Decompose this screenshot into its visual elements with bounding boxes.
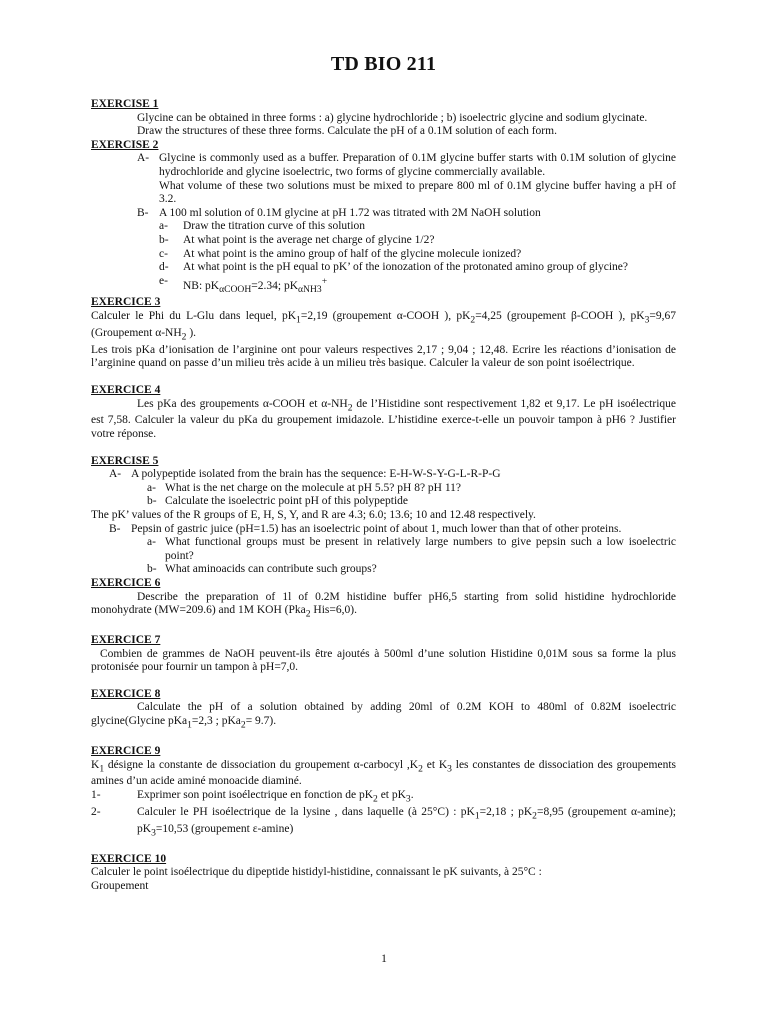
text-run: Calculer le PH isoélectrique de la lysine , dans laquelle (à 25°C) : pK — [137, 805, 475, 818]
exercise-4-text — [91, 398, 676, 442]
text-run: les constantes de dissociation des groupements amines d’un acide aminé monoacide diaminé. — [91, 758, 677, 788]
exercise-3 — [91, 296, 676, 371]
exercise-9-title: EXERCICE 9 — [91, 744, 161, 757]
page-number: 1 — [381, 953, 387, 965]
exercise-7 — [91, 634, 676, 675]
superscript: + — [321, 275, 328, 287]
subscript: 2 — [418, 762, 423, 774]
exercise-5 — [91, 455, 676, 577]
subscript: 2 — [532, 810, 537, 822]
subscript: 2 — [305, 608, 311, 620]
item-text: Calculate the isoelectric point pH of this polypeptide — [165, 495, 409, 508]
part-text: Glycine is commonly used as a buffer. Preparation of 0.1M glycine buffer starts with 0.1M solution of glycine hydrochloride and glycine isoelectric, two forms of glycine commercially available. — [159, 152, 676, 178]
nb-text: =2.34; pK — [251, 279, 299, 292]
spacer — [91, 371, 676, 384]
spacer — [91, 675, 676, 688]
list-item — [91, 248, 676, 262]
exercise-6-text — [91, 591, 676, 621]
text-run: =4,25 (groupement β-COOH ), pK — [475, 310, 645, 323]
list-item — [91, 536, 676, 563]
text-run: et K — [422, 758, 448, 771]
subscript: 2 — [181, 331, 187, 343]
list-item — [91, 789, 676, 806]
subscript: 3 — [447, 762, 452, 774]
exercise-10 — [91, 853, 676, 894]
exercise-4-title: EXERCICE 4 — [91, 384, 161, 396]
exercise-3-text-2: Les trois pKa d’ionisation de l’arginine ont pour valeurs respectives 2,17 ; 9,04 ; 12,48. Ecrire les réactions d’ionisation de l’arginine quand on passe d’un milieu très acide à un milieu très basique. Calculer la valeur de son point isoélectrique. — [91, 343, 676, 370]
text-run: de l’Histidine sont respectivement 1,82 et 9,17. Le pH isoélectrique est 7,58. Calculer la valeur du pKa du groupement imidazole. L’histidine exerce-t-elle un pouvoir tampon à pH6 ? Justifier votre réponse. — [91, 397, 677, 441]
part-label: B- — [109, 522, 121, 535]
item-text: At what point is the pH equal to pK’ of the ionozation of the protonated amino group of glycine? — [183, 261, 628, 274]
text-run: et pK — [377, 789, 406, 802]
subscript: 2 — [347, 401, 353, 413]
item-text — [137, 789, 676, 806]
item-text: What is the net charge on the molecule at pH 5.5? pH 8? pH 11? — [165, 481, 462, 494]
list-item — [91, 495, 676, 509]
exercise-10-text: Calculer le point isoélectrique du dipeptide histidyl-histidine, connaissant le pK suivants, à 25°C : — [91, 866, 542, 879]
subscript: 2 — [373, 793, 378, 805]
exercise-9-text — [91, 759, 676, 789]
item-label: d- — [159, 261, 169, 274]
list-item — [91, 806, 676, 840]
part-text: A 100 ml solution of 0.1M glycine at pH 1.72 was titrated with 2M NaOH solution — [159, 206, 541, 219]
text-run: Describe the preparation of 1l of 0.2M histidine buffer pH6,5 starting from solid histidine hydrochloride monohydrate (MW=209.6) and 1M KOH (Pka — [91, 590, 676, 617]
exercise-5-note: The pK’ values of the R groups of E, H, S, Y, and R are 4.3; 6.0; 13.6; 10 and 12.48 respectively. — [91, 509, 536, 522]
exercise-6 — [91, 577, 676, 621]
text-run: Les pKa des groupements α-COOH et α-NH — [137, 397, 348, 410]
text-run: =10,53 (groupement ε-amine) — [155, 822, 294, 835]
part-label: A- — [137, 152, 150, 165]
part-text: Pepsin of gastric juice (pH=1.5) has an isoelectric point of about 1, much lower than that of other proteins. — [131, 522, 622, 535]
spacer — [91, 840, 676, 853]
item-text: At what point is the average net charge of glycine 1/2? — [183, 233, 435, 246]
exercise-10-text-2: Groupement — [91, 879, 149, 892]
list-item — [91, 275, 676, 297]
text-run: =8,95 (groupement α-amine); pK — [137, 805, 676, 835]
subscript: αNH3 — [298, 283, 322, 295]
text-run: Calculer le Phi du L-Glu dans lequel, pK — [91, 310, 297, 323]
item-label: b- — [159, 233, 169, 246]
item-text: What aminoacids can contribute such groups? — [165, 563, 377, 576]
exercise-5-part-b — [91, 523, 676, 537]
list-item — [91, 482, 676, 496]
exercise-1-text-1: Glycine can be obtained in three forms : a) glycine hydrochloride ; b) isoelectric glycine and sodium glycinate. — [137, 111, 648, 124]
text-run: His=6,0). — [310, 604, 357, 617]
exercise-10-title: EXERCICE 10 — [91, 852, 167, 865]
part-text: A polypeptide isolated from the brain has the sequence: E-H-W-S-Y-G-L-R-P-G — [131, 468, 501, 481]
item-text — [183, 275, 676, 297]
item-label: a- — [147, 536, 156, 549]
text-run: . — [410, 789, 414, 802]
list-item — [91, 563, 676, 577]
item-text: What functional groups must be present in relatively large numbers to give pepsin such a low isoelectric point? — [165, 536, 676, 562]
exercise-9 — [91, 745, 676, 840]
subscript: 1 — [474, 810, 480, 822]
item-text: At what point is the amino group of half of the glycine molecule ionized? — [183, 247, 522, 260]
part-label: B- — [137, 206, 149, 219]
exercise-2 — [91, 139, 676, 297]
exercise-7-text: Combien de grammes de NaOH peuvent-ils être ajoutés à 500ml d’une solution Histidine 0,01M sous sa forme la plus protonisée pour fournir un tampon à pH=7,0. — [91, 647, 676, 674]
text-run: =2,19 (groupement α-COOH ), pK — [300, 310, 471, 323]
page-title: TD BIO 211 — [330, 53, 437, 75]
nb-text: NB: pK — [183, 279, 220, 292]
exercise-3-text-1 — [91, 310, 676, 344]
subscript: 3 — [644, 314, 650, 326]
subscript: 2 — [470, 314, 476, 326]
exercise-8-title: EXERCICE 8 — [91, 687, 161, 700]
item-label: c- — [159, 247, 168, 260]
item-label: b- — [147, 495, 157, 508]
subscript: αCOOH — [219, 283, 252, 295]
exercise-1 — [91, 98, 676, 139]
subscript: 1 — [187, 719, 192, 731]
item-label: b- — [147, 563, 157, 576]
text-run: =2,18 ; pK — [479, 805, 533, 818]
text-run: =2,3 ; pKa — [191, 715, 241, 728]
text-run: = 9.7). — [245, 715, 277, 728]
exercise-2-part-a-question: What volume of these two solutions must be mixed to prepare 800 ml of 0.1M glycine buffer having a pH of 3.2. — [159, 179, 676, 206]
spacer — [91, 732, 676, 745]
exercise-4 — [91, 384, 676, 442]
item-label: e- — [159, 274, 168, 287]
exercise-1-text-2: Draw the structures of these three forms. Calculate the pH of a 0.1M solution of each form. — [137, 125, 557, 138]
item-text — [137, 806, 676, 840]
exercise-3-title: EXERCICE 3 — [91, 296, 161, 309]
exercise-1-title: EXERCISE 1 — [91, 98, 159, 110]
exercise-2-part-b — [91, 207, 676, 221]
text-run: Exprimer son point isoélectrique en fonction de pK — [137, 789, 374, 802]
spacer — [91, 442, 676, 455]
list-item — [91, 220, 676, 234]
subscript: 3 — [151, 827, 156, 839]
text-run: ). — [186, 326, 197, 339]
exercise-8-text — [91, 701, 676, 731]
exercise-2-part-a — [91, 152, 676, 179]
item-label: 2- — [91, 805, 101, 818]
text-run: K — [91, 758, 100, 771]
list-item — [91, 234, 676, 248]
item-label: 1- — [91, 789, 101, 802]
subscript: 1 — [296, 314, 301, 326]
item-text: Draw the titration curve of this solution — [183, 220, 366, 233]
exercise-8 — [91, 688, 676, 732]
text-run: désigne la constante de dissociation du groupement α-carbocyl ,K — [104, 758, 419, 771]
subscript: 3 — [405, 793, 411, 805]
exercise-2-title: EXERCISE 2 — [91, 138, 159, 151]
list-item — [91, 261, 676, 275]
exercise-5-title: EXERCISE 5 — [91, 454, 159, 467]
item-label: a- — [159, 220, 168, 233]
subscript: 2 — [240, 719, 246, 731]
item-label: a- — [147, 481, 156, 494]
exercise-5-part-a — [91, 468, 676, 482]
text-run: Calculate the pH of a solution obtained by adding 20ml of 0.2M KOH to 480ml of 0.82M isoelectric glycine(Glycine pKa — [91, 701, 676, 728]
text-run: =9,67 (Groupement α-NH — [91, 310, 676, 339]
exercise-6-title: EXERCICE 6 — [91, 577, 161, 590]
part-label: A- — [109, 468, 122, 481]
spacer — [91, 621, 676, 634]
subscript: 1 — [99, 762, 105, 774]
exercise-7-title: EXERCICE 7 — [91, 634, 161, 647]
